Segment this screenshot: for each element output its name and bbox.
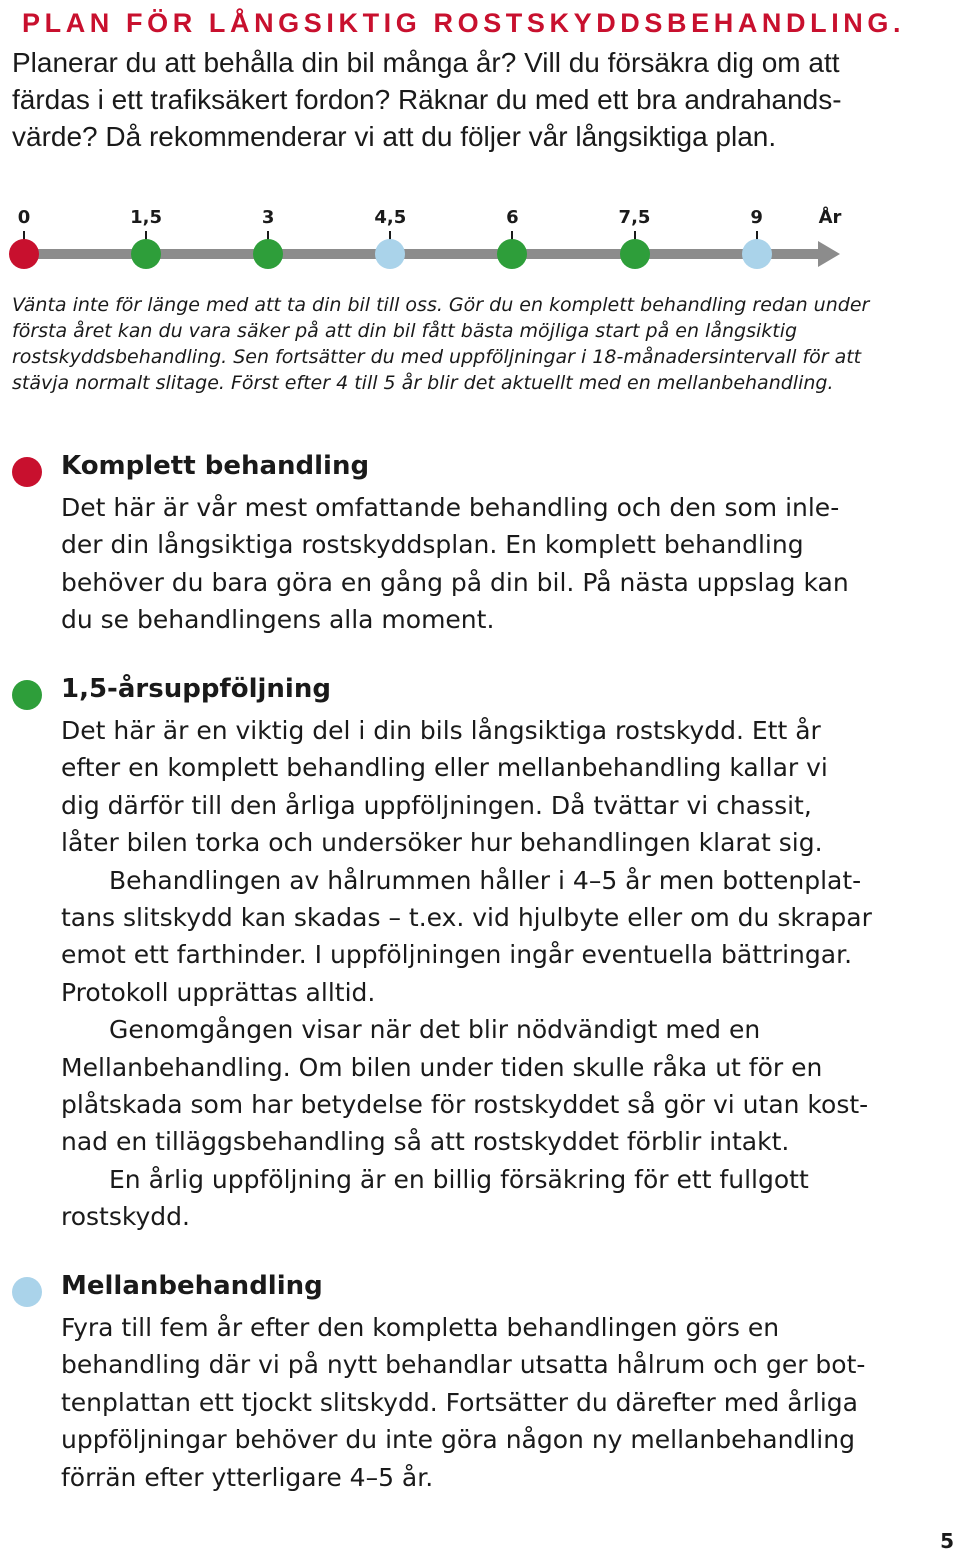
body-line: nad en tilläggsbehandling så att rostskyddet förblir intakt. (61, 1127, 790, 1157)
timeline-arrowhead (818, 241, 840, 267)
timeline-marker-uppfoljning (253, 239, 283, 269)
timeline-unit-label: År (818, 207, 842, 228)
section-title: Mellanbehandling (61, 1271, 323, 1301)
timeline-marker-mellan (742, 239, 772, 269)
timeline-label: 7,5 (618, 207, 651, 228)
body-line: plåtskada som har betydelse för rostskyddet så gör vi utan kost- (61, 1090, 869, 1120)
timeline-marker-uppfoljning (620, 239, 650, 269)
timeline-label: 6 (506, 207, 519, 228)
timeline-label: 9 (750, 207, 763, 228)
caption-line: stävja normalt slitage. Först efter 4 till 5 år blir det aktuellt med en mellanbehandling. (12, 372, 834, 394)
timeline-marker-komplett (9, 239, 39, 269)
caption-line: Vänta inte för länge med att ta din bil till oss. Gör du en komplett behandling redan under (12, 294, 870, 316)
intro-line: värde? Då rekommenderar vi att du följer vår långsiktiga plan. (12, 121, 777, 152)
body-line: behandling där vi på nytt behandlar utsatta hålrum och ger bot- (61, 1350, 866, 1380)
body-line: dig därför till den årliga uppföljningen. Då tvättar vi chassit, (61, 790, 812, 820)
timeline-caption (12, 292, 912, 396)
body-line: Protokoll upprättas alltid. (61, 977, 376, 1007)
timeline-marker-mellan (375, 239, 405, 269)
timeline-label: 1,5 (130, 207, 163, 228)
body-line: tenplattan ett tjockt slitskydd. Fortsätter du därefter med årliga (61, 1387, 858, 1417)
caption-line: första året kan du vara säker på att din bil fått bästa möjliga start på en långsiktig (12, 320, 798, 342)
timeline-marker-uppfoljning (131, 239, 161, 269)
body-line: låter bilen torka och undersöker hur behandlingen klarat sig. (61, 828, 823, 858)
intro-line: färdas i ett trafiksäkert fordon? Räknar du med ett bra andrahands- (12, 84, 842, 115)
intro-line: Planerar du att behålla din bil många år? Vill du försäkra dig om att (12, 47, 840, 78)
page-heading: PLAN FÖR LÅNGSIKTIG ROSTSKYDDSBEHANDLING. (22, 8, 906, 38)
body-line: efter en komplett behandling eller mellanbehandling kallar vi (61, 753, 828, 783)
body-line: der din långsiktiga rostskyddsplan. En komplett behandling (61, 530, 804, 560)
body-line: du se behandlingens alla moment. (61, 605, 495, 635)
body-line: En årlig uppföljning är en billig försäkring för ett fullgott (109, 1164, 809, 1194)
body-line: Det här är vår mest omfattande behandling och den som inle- (61, 493, 840, 522)
timeline-label: 4,5 (374, 207, 407, 228)
section-body (61, 1309, 941, 1496)
caption-line: rostskyddsbehandling. Sen fortsätter du med uppföljningar i 18-månadersintervall för att (12, 346, 862, 368)
section-title: Komplett behandling (61, 451, 370, 481)
section-body (61, 489, 941, 639)
body-line: rostskydd. (61, 1202, 190, 1232)
body-line: Genomgången visar när det blir nödvändigt med en (109, 1015, 761, 1045)
green-bullet-icon (12, 680, 42, 710)
body-line: Behandlingen av hålrummen håller i 4–5 år men bottenplat- (109, 865, 862, 895)
page-number: 5 (940, 1529, 954, 1553)
timeline-label: 3 (261, 207, 275, 228)
body-line: tans slitskydd kan skadas – t.ex. vid hjulbyte eller om du skrapar (61, 903, 872, 933)
body-line: Fyra till fem år efter den kompletta behandlingen görs en (61, 1313, 780, 1342)
body-line: behöver du bara göra en gång på din bil. På nästa uppslag kan (61, 567, 849, 597)
red-bullet-icon (12, 457, 42, 487)
body-line: förrän efter ytterligare 4–5 år. (61, 1462, 434, 1492)
section-body (61, 712, 941, 1236)
intro-paragraph (12, 44, 912, 155)
body-line: Det här är en viktig del i din bils långsiktiga rostskydd. Ett år (61, 716, 821, 745)
lightblue-bullet-icon (12, 1277, 42, 1307)
section-title: 1,5-årsuppföljning (61, 674, 331, 704)
body-line: Mellanbehandling. Om bilen under tiden skulle råka ut för en (61, 1052, 823, 1082)
treatment-timeline (0, 200, 960, 280)
body-line: emot ett farthinder. I uppföljningen ingår eventuella bättringar. (61, 940, 853, 970)
body-line: uppföljningar behöver du inte göra någon ny mellanbehandling (61, 1425, 855, 1455)
timeline-marker-uppfoljning (497, 239, 527, 269)
timeline-label: 0 (17, 207, 31, 228)
